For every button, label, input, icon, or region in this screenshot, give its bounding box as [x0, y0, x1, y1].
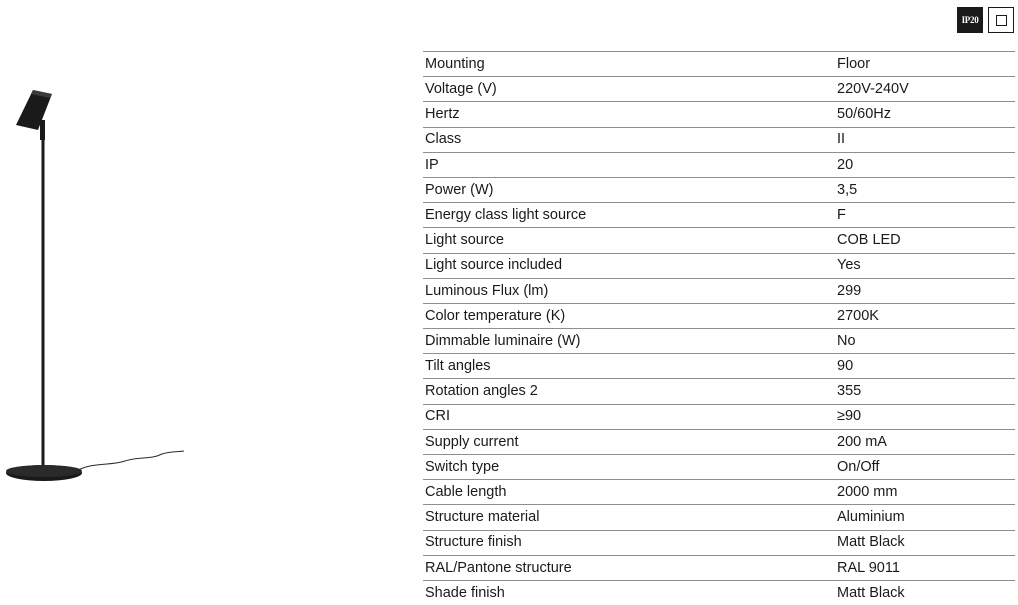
spec-value: Floor [831, 52, 1015, 77]
table-row [423, 152, 1015, 177]
spec-label: Voltage (V) [423, 77, 831, 102]
spec-value: RAL 9011 [831, 555, 1015, 580]
spec-value: 355 [831, 379, 1015, 404]
lamp-shade [16, 90, 52, 130]
spec-label: Class [423, 127, 831, 152]
spec-value: COB LED [831, 228, 1015, 253]
spec-label: Hertz [423, 102, 831, 127]
table-row [423, 354, 1015, 379]
table-row [423, 329, 1015, 354]
spec-value: Matt Black [831, 530, 1015, 555]
table-row [423, 555, 1015, 580]
table-row [423, 177, 1015, 202]
table-row [423, 102, 1015, 127]
spec-value: Aluminium [831, 505, 1015, 530]
table-row [423, 203, 1015, 228]
spec-label: CRI [423, 404, 831, 429]
table-row [423, 303, 1015, 328]
spec-label: Mounting [423, 52, 831, 77]
table-row [423, 379, 1015, 404]
spec-value: On/Off [831, 455, 1015, 480]
table-row [423, 52, 1015, 77]
table-row [423, 127, 1015, 152]
table-row [423, 480, 1015, 505]
table-row [423, 530, 1015, 555]
table-row [423, 404, 1015, 429]
table-row [423, 77, 1015, 102]
table-row [423, 253, 1015, 278]
table-row [423, 429, 1015, 454]
spec-value: No [831, 329, 1015, 354]
table-row [423, 580, 1015, 605]
spec-label: Switch type [423, 455, 831, 480]
spec-label: Energy class light source [423, 203, 831, 228]
table-row [423, 505, 1015, 530]
spec-label: Luminous Flux (lm) [423, 278, 831, 303]
spec-value: II [831, 127, 1015, 152]
spec-label: Structure finish [423, 530, 831, 555]
class-ii-inner-square [996, 15, 1007, 26]
certification-badges [957, 7, 1014, 33]
spec-value: 2700K [831, 303, 1015, 328]
table-row [423, 455, 1015, 480]
class-ii-double-square-icon [988, 7, 1014, 33]
spec-label: Cable length [423, 480, 831, 505]
spec-label: Shade finish [423, 580, 831, 605]
spec-label: RAL/Pantone structure [423, 555, 831, 580]
spec-label: Tilt angles [423, 354, 831, 379]
spec-label: Color temperature (K) [423, 303, 831, 328]
spec-label: Structure material [423, 505, 831, 530]
spec-value: 299 [831, 278, 1015, 303]
spec-label: Supply current [423, 429, 831, 454]
floor-lamp-icon [0, 80, 200, 500]
spec-value: 20 [831, 152, 1015, 177]
spec-value: Matt Black [831, 580, 1015, 605]
spec-label: Light source [423, 228, 831, 253]
spec-value: Yes [831, 253, 1015, 278]
specifications-table [423, 51, 1015, 605]
spec-label: Light source included [423, 253, 831, 278]
spec-value: 90 [831, 354, 1015, 379]
ip-rating-badge: IP20 [957, 7, 983, 33]
lamp-pole [42, 135, 45, 470]
spec-value: 3,5 [831, 177, 1015, 202]
lamp-cable [78, 451, 184, 470]
spec-value: 220V-240V [831, 77, 1015, 102]
spec-label: Dimmable luminaire (W) [423, 329, 831, 354]
table-row [423, 228, 1015, 253]
spec-label: Power (W) [423, 177, 831, 202]
spec-value: 200 mA [831, 429, 1015, 454]
spec-label: Rotation angles 2 [423, 379, 831, 404]
spec-value: 2000 mm [831, 480, 1015, 505]
spec-value: F [831, 203, 1015, 228]
spec-value: 50/60Hz [831, 102, 1015, 127]
spec-label: IP [423, 152, 831, 177]
table-row [423, 278, 1015, 303]
spec-value: ≥90 [831, 404, 1015, 429]
specifications-table-body [423, 52, 1015, 605]
